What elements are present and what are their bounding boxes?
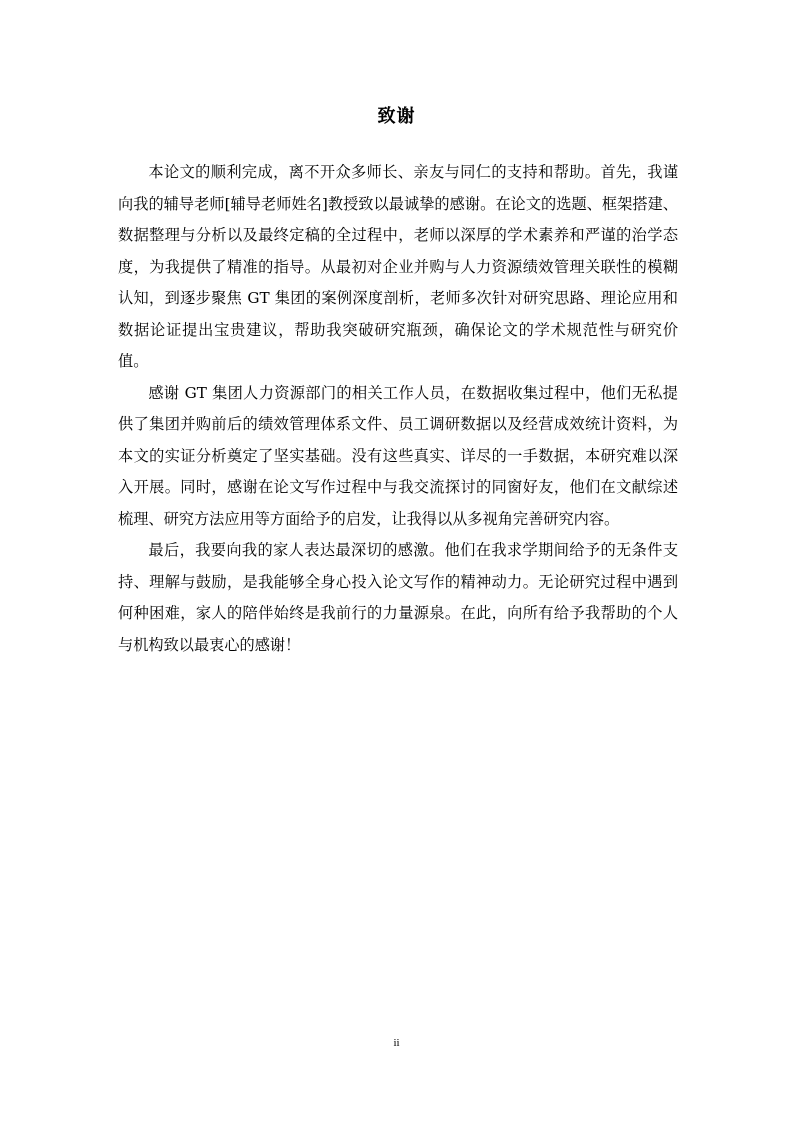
acknowledgement-body <box>118 157 678 661</box>
paragraph-company-thanks: 感谢 GT 集团人力资源部门的相关工作人员，在数据收集过程中，他们无私提供了集团并购前后的绩效管理体系文件、员工调研数据以及经营成效统计资料，为本文的实证分析奠定了坚实基础。没有这些真实、详尽的一手数据，本研究难以深入开展。同时，感谢在论文写作过程中与我交流探讨的同窗好友，他们在文献综述梳理、研究方法应用等方面给予的启发，让我得以从多视角完善研究内容。 <box>118 383 678 528</box>
page-number: ii <box>393 1037 400 1049</box>
page-title: 致谢 <box>377 106 416 127</box>
paragraph-advisor-thanks: 本论文的顺利完成，离不开众多师长、亲友与同仁的支持和帮助。首先，我谨向我的辅导老师[辅导老师姓名]教授致以最诚挚的感谢。在论文的选题、框架搭建、数据整理与分析以及最终定稿的全过程中，老师以深厚的学术素养和严谨的治学态度，为我提供了精准的指导。从最初对企业并购与人力资源绩效管理关联性的模糊认知，到逐步聚焦 GT 集团的案例深度剖析，老师多次针对研究思路、理论应用和数据论证提出宝贵建议，帮助我突破研究瓶颈，确保论文的学术规范性与研究价值。 <box>118 163 678 370</box>
paragraph-family-thanks: 最后，我要向我的家人表达最深切的感激。他们在我求学期间给予的无条件支持、理解与鼓励，是我能够全身心投入论文写作的精神动力。无论研究过程中遇到何种困难，家人的陪伴始终是我前行的力量源泉。在此，向所有给予我帮助的个人与机构致以最衷心的感谢！ <box>118 541 678 654</box>
